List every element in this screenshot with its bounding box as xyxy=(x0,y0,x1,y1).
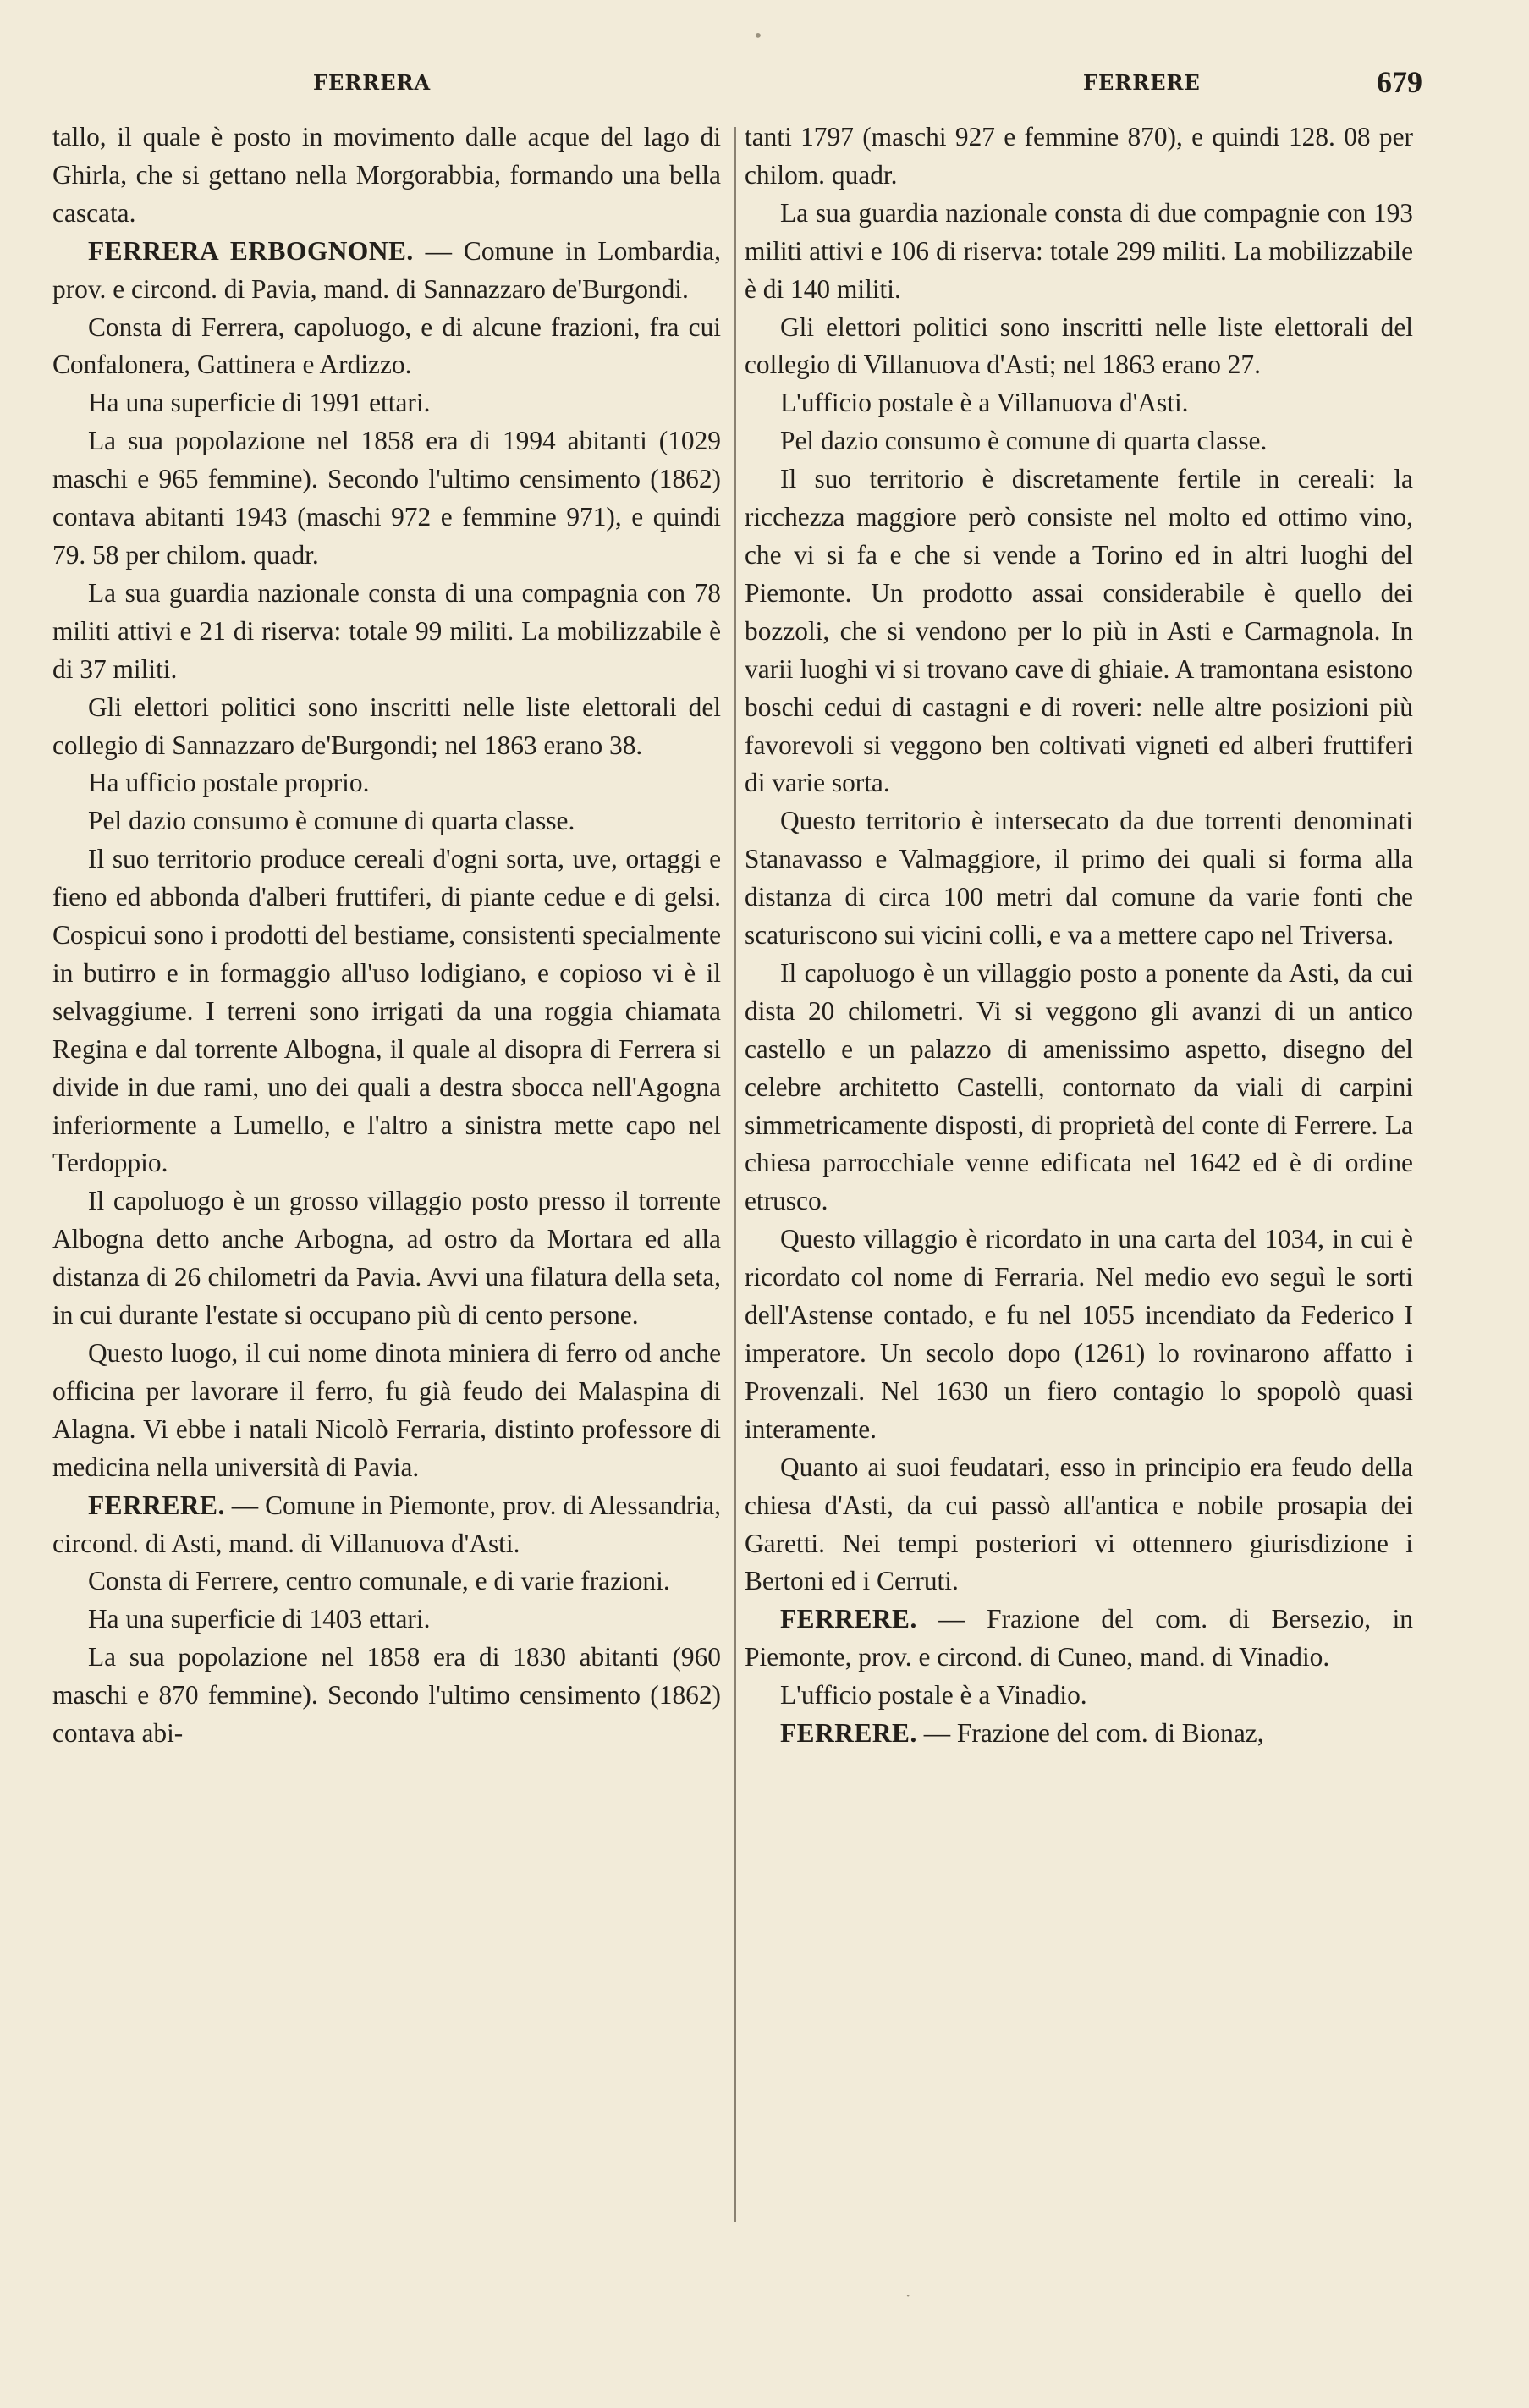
paragraph: Il capoluogo è un villaggio posto a ponente da Asti, da cui dista 20 chilometri. Vi si veggono gli avanzi di un antico castello e un palazzo di amenissimo aspetto, disegno del celebre architetto Castelli, contornato da viali di carpini simmetricamente disposti, di proprietà del conte di Ferrere. La chiesa parrocchiale venne edificata nel 1642 ed è di ordine etrusco. xyxy=(745,957,1413,1216)
paragraph: Questo luogo, il cui nome dinota miniera di ferro od anche officina per lavorare il ferro, fu già feudo dei Malaspina di Alagna. Vi ebbe i natali Nicolò Ferraria, distinto professore di medicina nella università di Pavia. xyxy=(52,1338,721,1482)
paragraph: L'ufficio postale è a Villanuova d'Asti. xyxy=(780,388,1189,418)
entry-text: — Frazione del com. di Bersezio, in Piemonte, prov. e circond. di Cuneo, mand. di Vinadio. xyxy=(745,1604,1413,1672)
entry-heading: FERRERE. xyxy=(780,1718,917,1749)
entry-heading: FERRERE. xyxy=(88,1490,225,1520)
right-column xyxy=(745,118,1413,1753)
entry-text: — Comune in Piemonte, prov. di Alessandria, circond. di Asti, mand. di Villanuova d'Asti. xyxy=(52,1490,721,1558)
left-column xyxy=(52,118,721,1753)
ink-speck: • xyxy=(753,25,763,46)
entry-paragraph xyxy=(745,1715,1413,1753)
entry-heading: FERRERA ERBOGNONE. xyxy=(88,235,414,266)
paragraph: La sua guardia nazionale consta di una compagnia con 78 militi attivi e 21 di riserva: totale 99 militi. La mobilizzabile è di 37 militi. xyxy=(52,577,721,684)
running-header-left: FERRERA xyxy=(313,70,432,95)
entry-text: — Comune in Lombardia, prov. e circond. di Pavia, mand. di Sannazzaro de'Burgondi. xyxy=(52,235,721,304)
paragraph: La sua guardia nazionale consta di due compagnie con 193 militi attivi e 106 di riserva: totale 299 militi. La mobilizzabile è di 140 militi. xyxy=(745,197,1413,304)
paragraph: Ha una superficie di 1991 ettari. xyxy=(88,388,431,418)
running-header-right: FERRERE xyxy=(1083,70,1201,95)
page-number: 679 xyxy=(1377,65,1422,99)
paragraph: Pel dazio consumo è comune di quarta classe. xyxy=(88,806,575,836)
paragraph: Il capoluogo è un grosso villaggio posto presso il torrente Albogna detto anche Arbogna, ad ostro da Mortara ed alla distanza di 26 chilometri da Pavia. Avvi una filatura della seta, in cui durante l'estate si occupano più di cento persone. xyxy=(52,1186,721,1331)
entry-paragraph xyxy=(52,1487,721,1563)
entry-paragraph xyxy=(52,233,721,309)
ink-speck: · xyxy=(905,2285,911,2306)
paragraph: Gli elettori politici sono inscritti nelle liste elettorali del collegio di Villanuova d'Asti; nel 1863 erano 27. xyxy=(745,311,1413,380)
paragraph: tallo, il quale è posto in movimento dalle acque del lago di Ghirla, che si gettano nella Morgorabbia, formando una bella cascata. xyxy=(52,122,721,228)
paragraph: Questo territorio è intersecato da due torrenti denominati Stanavasso e Valmaggiore, il primo dei quali si forma alla distanza di circa 100 metri dal comune da varie fonti che scaturiscono sui vicini colli, e va a mettere capo nel Triversa. xyxy=(745,806,1413,951)
paragraph: Ha una superficie di 1403 ettari. xyxy=(88,1604,431,1634)
paragraph: Quanto ai suoi feudatari, esso in principio era feudo della chiesa d'Asti, da cui passò all'antica e nobile prosapia dei Garetti. Nei tempi posteriori vi ottennero giurisdizione i Bertoni ed i Cerruti. xyxy=(745,1452,1413,1596)
paragraph: tanti 1797 (maschi 927 e femmine 870), e quindi 128. 08 per chilom. quadr. xyxy=(745,122,1413,190)
paragraph: Pel dazio consumo è comune di quarta classe. xyxy=(780,426,1268,456)
paragraph: Consta di Ferrere, centro comunale, e di varie frazioni. xyxy=(88,1566,670,1596)
paragraph: Gli elettori politici sono inscritti nelle liste elettorali del collegio di Sannazzaro de'Burgondi; nel 1863 erano 38. xyxy=(52,692,721,760)
paragraph: La sua popolazione nel 1858 era di 1994 abitanti (1029 maschi e 965 femmine). Secondo l'ultimo censimento (1862) contava abitanti 1943 (maschi 972 e femmine 971), e quindi 79. 58 per chilom. quadr. xyxy=(52,426,721,570)
paragraph: Il suo territorio produce cereali d'ogni sorta, uve, ortaggi e fieno ed abbonda d'alberi fruttiferi, di piante cedue e di gelsi. Cospicui sono i prodotti del bestiame, consistenti specialmente in butirro e in formaggio all'uso lodigiano, e copioso vi è il selvaggiume. I terreni sono irrigati da una roggia chiamata Regina e dal torrente Albogna, il quale al disopra di Ferrera si divide in due rami, uno dei quali a destra sbocca nell'Agogna inferiormente a Lumello, e l'altro a sinistra mette capo nel Terdoppio. xyxy=(52,844,721,1178)
paragraph: L'ufficio postale è a Vinadio. xyxy=(780,1680,1087,1711)
paragraph: La sua popolazione nel 1858 era di 1830 abitanti (960 maschi e 870 femmine). Secondo l'ultimo censimento (1862) contava abi- xyxy=(52,1642,721,1749)
paragraph: Il suo territorio è discretamente fertile in cereali: la ricchezza maggiore però consiste nel molto ed ottimo vino, che vi si fa e che si vende a Torino ed in altri luoghi del Piemonte. Un prodotto assai considerabile è quello dei bozzoli, che si vendono per lo più in Asti e Carmagnola. In varii luoghi vi si trovano cave di ghiaie. A tramontana esistono boschi cedui di castagni e di roveri: nelle altre posizioni più favorevoli si veggono ben coltivati vigneti ed alberi fruttiferi di varie sorta. xyxy=(745,464,1413,798)
entry-paragraph xyxy=(745,1601,1413,1677)
column-divider xyxy=(734,127,736,2222)
paragraph: Consta di Ferrera, capoluogo, e di alcune frazioni, fra cui Confalonera, Gattinera e Ardizzo. xyxy=(52,311,721,380)
paragraph: Ha ufficio postale proprio. xyxy=(88,768,370,798)
paragraph: Questo villaggio è ricordato in una carta del 1034, in cui è ricordato col nome di Ferraria. Nel medio evo seguì le sorti dell'Astense contado, e fu nel 1055 incendiato da Federico I imperatore. Un secolo dopo (1261) lo rovinarono affatto i Provenzali. Nel 1630 un fiero contagio lo spopolò quasi interamente. xyxy=(745,1224,1413,1444)
entry-heading: FERRERE. xyxy=(780,1604,917,1634)
entry-text: — Frazione del com. di Bionaz, xyxy=(916,1718,1264,1749)
